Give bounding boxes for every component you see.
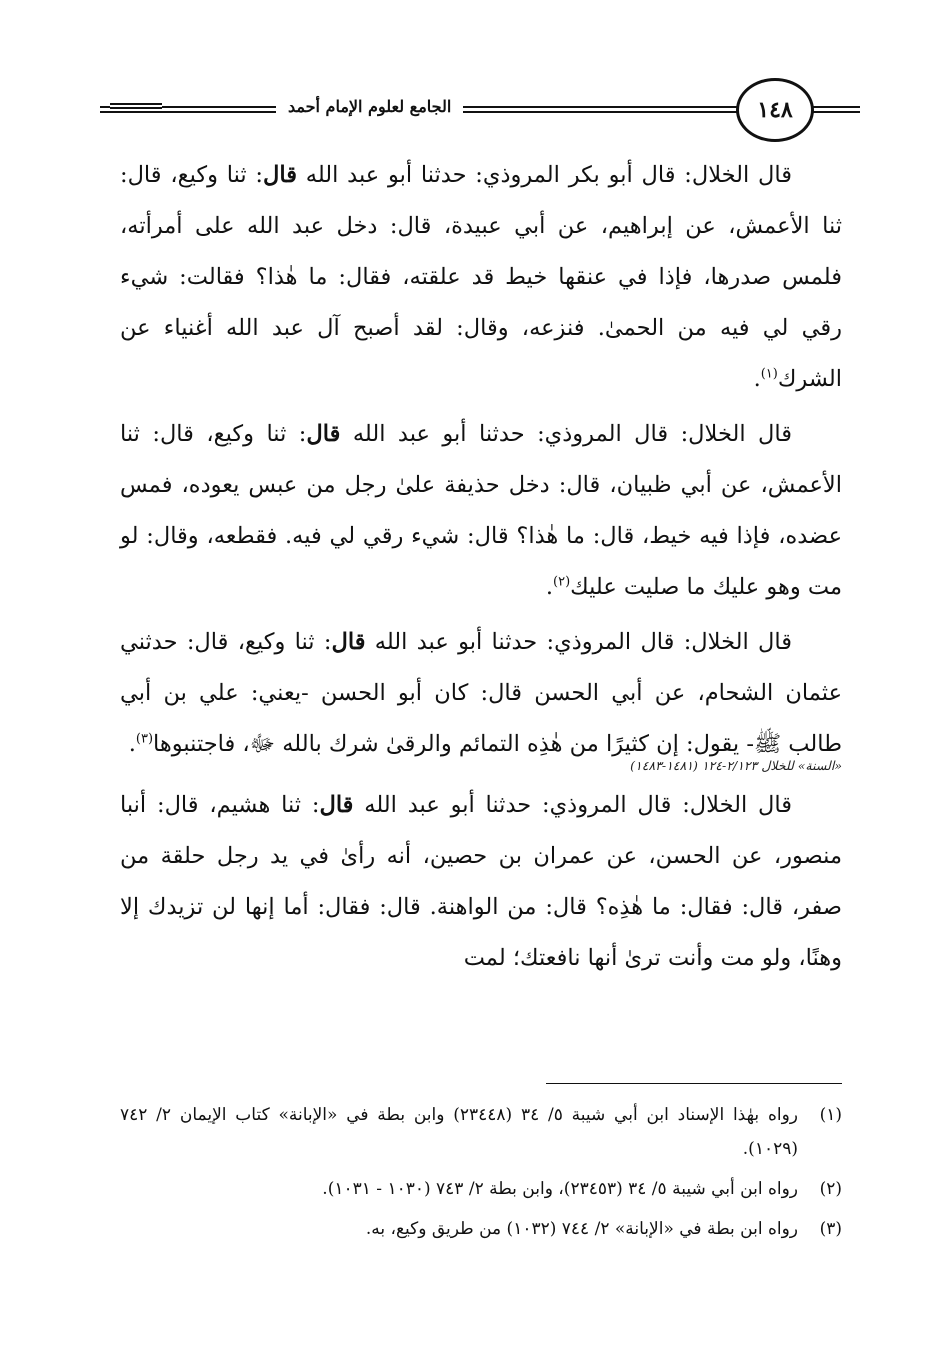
footnote-number: (١) <box>819 1105 842 1125</box>
footnote <box>120 1212 842 1246</box>
bold-word: قال <box>263 162 297 188</box>
paragraph-text: : ثنا وكيع، قال: ثنا الأعمش، عن أبي ظبيان، قال: دخل حذيفة علىٰ رجل من عبس يعوده، فمس عضده، فإذا فيه خيط، قال: ما هٰذا؟ قال: شيء رقي لي فيه. فقطعه، وقال: لو مت وهو عليك ما صليت عليك <box>120 421 842 600</box>
footnote-ref[interactable]: (٢) <box>553 574 571 590</box>
bold-word: قال <box>306 421 341 447</box>
paragraph <box>120 780 842 984</box>
bold-word: قال <box>331 629 366 655</box>
paragraph-text: : ثنا وكيع، قال: ثنا الأعمش، عن إبراهيم، عن أبي عبيدة، قال: دخل عبد الله على أمرأته، فلمس صدرها، فإذا في عنقها خيط قد علقته، فقال: ما هٰذا؟ فقالت: شيء رقي لي فيه من الحمىٰ. فنزعه، وقال: لقد أصبح آل عبد الله أغنياء عن الشرك <box>120 162 842 392</box>
footnote-separator <box>546 1083 842 1084</box>
footnote-ref[interactable]: (١) <box>760 366 778 382</box>
paragraph-text: : ثنا وكيع، قال: حدثني عثمان الشحام، عن أبي الحسن قال: كان أبو الحسن -يعني: علي بن أبي طالب ﷺ- يقول: إن كثيرًا من هٰذِه التمائم والرقىٰ شرك بالله ﷻ، فاجتنبوها <box>120 629 842 757</box>
paragraph <box>120 150 842 405</box>
paragraph <box>120 617 842 770</box>
paragraph-text: قال الخلال: قال المروذي: حدثنا أبو عبد الله <box>353 792 792 818</box>
sentence-end: . <box>545 574 553 600</box>
sentence-end: . <box>753 366 761 392</box>
page-number: ١٤٨ <box>736 78 814 142</box>
sentence-end: . <box>128 731 136 757</box>
page-header <box>100 72 860 142</box>
bold-word: قال <box>319 792 354 818</box>
footnote <box>120 1172 842 1206</box>
footnote-number: (٣) <box>819 1219 842 1239</box>
running-title: الجامع لعلوم الإمام أحمد <box>276 94 463 120</box>
paragraph-text: : ثنا هشيم، قال: أنبا منصور، عن الحسن، عن عمران بن حصين، أنه رأىٰ في يد رجل حلقة من صفر، قال: فقال: ما هٰذِه؟ قال: من الواهنة. قال: فقال: أما إنها لن تزيدك إلا وهنًا، ولو مت وأنت ترىٰ أنها نافعتك؛ لمت <box>120 792 842 971</box>
footnote-ref[interactable]: (٣) <box>135 731 154 747</box>
footnote <box>120 1098 842 1166</box>
main-text <box>120 150 842 988</box>
footnote-text: رواه ابن بطة في «الإبانة» ٢/ ٧٤٤ (١٠٣٢) من طريق وكيع، به. <box>365 1219 798 1239</box>
header-ornament <box>110 103 162 109</box>
footnote-number: (٢) <box>819 1179 842 1199</box>
footnotes <box>120 1098 842 1252</box>
paragraph <box>120 409 842 613</box>
paragraph-text: قال الخلال: قال المروذي: حدثنا أبو عبد الله <box>365 629 793 655</box>
paragraph-text: قال الخلال: قال المروذي: حدثنا أبو عبد الله <box>340 421 792 447</box>
source-annotation: «السنة» للخلال ٢/١٢٣-١٢٤ (١٤٨١-١٤٨٣) <box>630 758 842 773</box>
paragraph-text: قال الخلال: قال أبو بكر المروذي: حدثنا أبو عبد الله <box>296 162 792 188</box>
footnote-text: رواه بهٰذا الإسناد ابن أبي شيبة ٥/ ٣٤ (٢٣٤٤٨) وابن بطة في «الإبانة» كتاب الإيمان ٢/ ٧٤٢ (١٠٢٩). <box>120 1105 798 1159</box>
footnote-text: رواه ابن أبي شيبة ٥/ ٣٤ (٢٣٤٥٣)، وابن بطة ٢/ ٧٤٣ (١٠٣٠ - ١٠٣١). <box>322 1179 798 1199</box>
